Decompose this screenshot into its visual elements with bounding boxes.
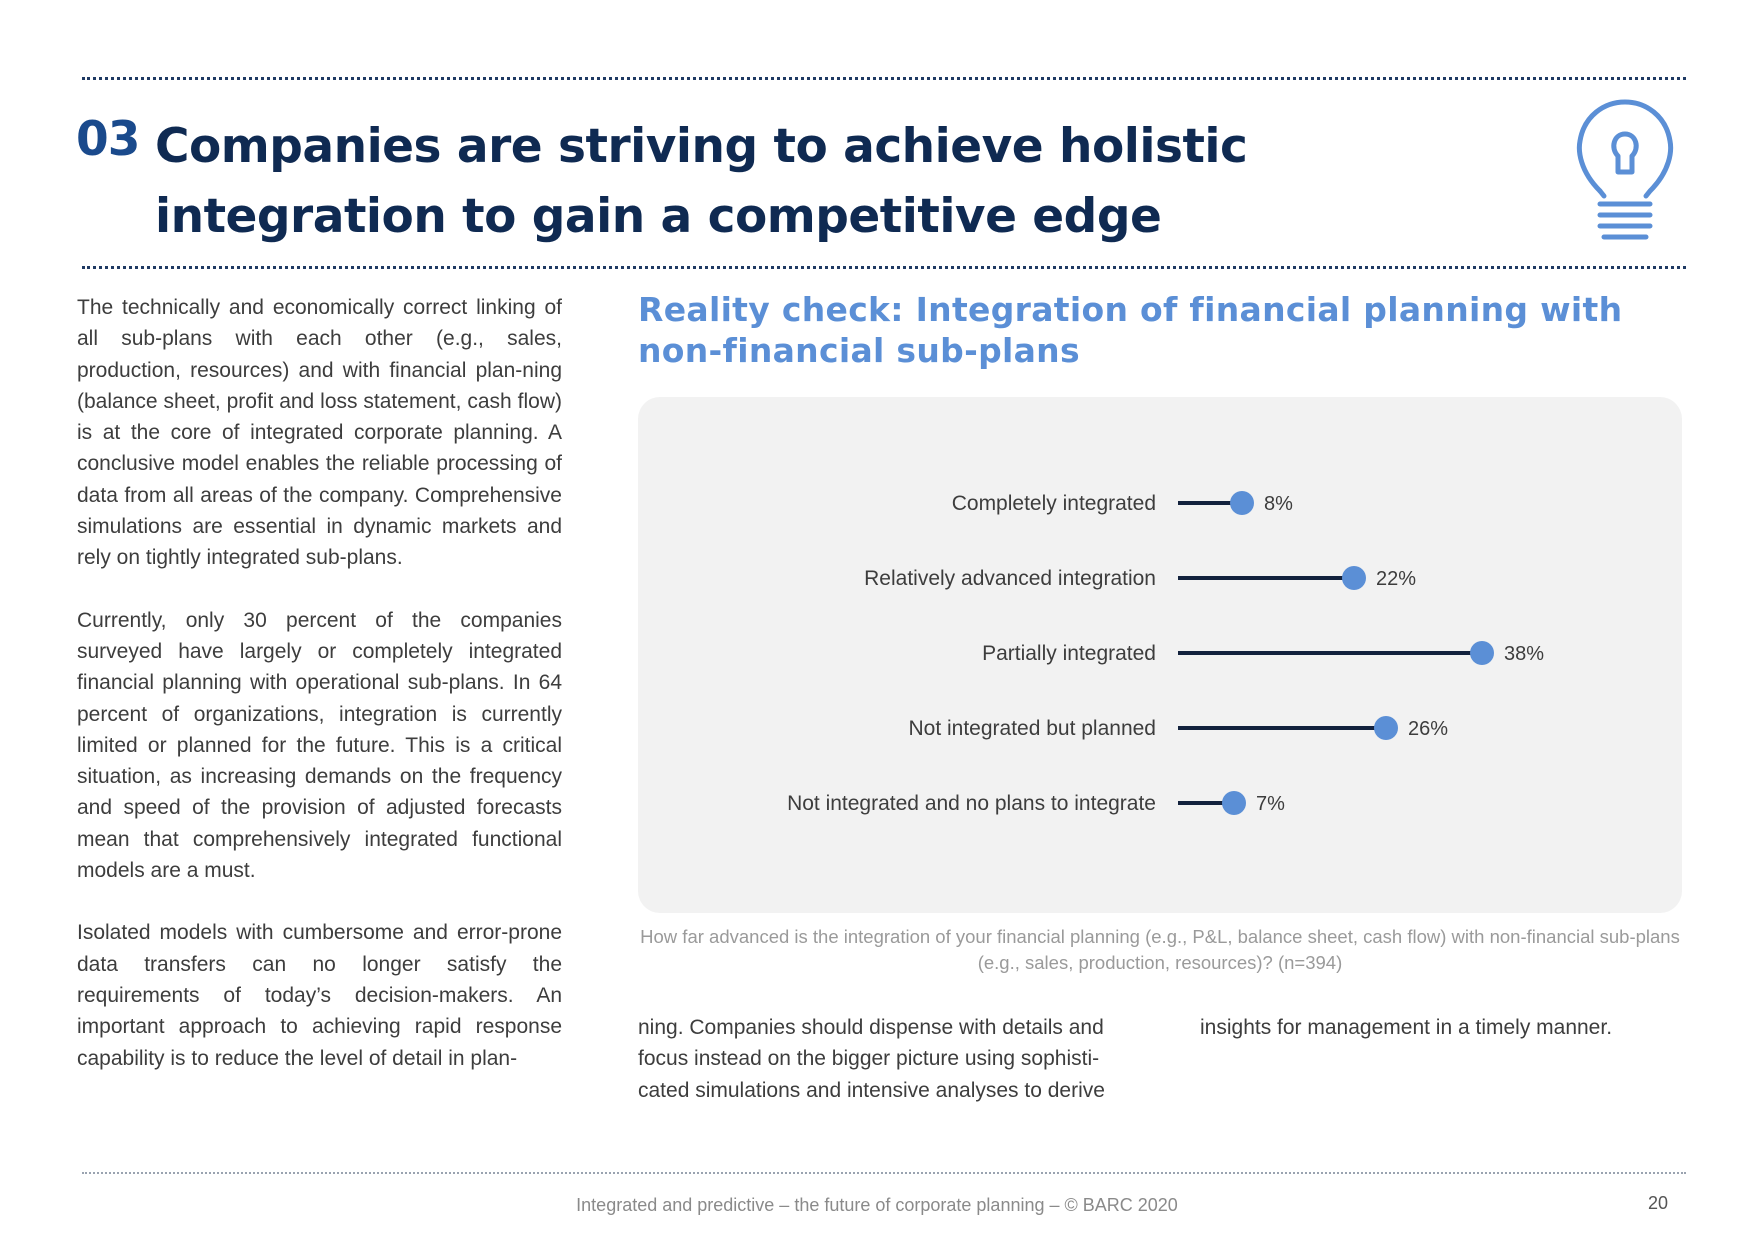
page-title-line-2: integration to gain a competitive edge [155, 189, 1162, 244]
value-label: 8% [1264, 493, 1293, 515]
category-label: Completely integrated [951, 492, 1156, 515]
value-label: 7% [1256, 793, 1285, 815]
chart-title: Reality check: Integration of financial planning with non-financial sub-plans [638, 290, 1623, 370]
lollipop-dot [1222, 791, 1246, 815]
bottom-text-column-2: insights for management in a timely manner. [1200, 1016, 1613, 1039]
value-label: 22% [1376, 568, 1417, 590]
paragraph-1: The technically and economically correct linking of all sub-plans with each other (e.g., sales, production, resources) and with financial plan-ning (balance sheet, profit and loss statement, cash flow) is at the core of integrated corporate planning. A conclusive model enables the reliable processing of data from all areas of the company. Comprehensive simulations are essential in dynamic markets and rely on tightly integrated sub-plans. [77, 296, 562, 570]
chapter-number: 03 [76, 112, 140, 167]
category-label: Not integrated but planned [908, 717, 1156, 740]
lollipop-dot [1230, 491, 1254, 515]
lollipop-dot [1374, 716, 1398, 740]
lollipop-chart [638, 397, 1682, 913]
lightbulb-keyhole-icon [1570, 96, 1680, 246]
bottom-text-column-1: ning. Companies should dispense with details and focus instead on the bigger picture using sophisti-cated simulations and intensive analyses to derive [638, 1016, 1105, 1102]
paragraph-3: Isolated models with cumbersome and error-prone data transfers can no longer satisfy the requirements of today’s decision-makers. An important approach to achieving rapid response capability is to reduce the level of detail in plan- [77, 921, 562, 1070]
title-divider [82, 266, 1686, 269]
page-number: 20 [1648, 1193, 1669, 1213]
category-label: Relatively advanced integration [864, 567, 1156, 590]
page-title-line-1: Companies are striving to achieve holistic [155, 119, 1248, 174]
paragraph-2: Currently, only 30 percent of the companies surveyed have largely or completely integrated financial planning with operational sub-plans. In 64 percent of organizations, integration is currently limited or planned for the future. This is a critical situation, as increasing demands on the frequency and speed of the provision of adjusted forecasts mean that comprehensively integrated functional models are a must. [77, 608, 562, 883]
lollipop-dot [1470, 641, 1494, 665]
chart-caption: How far advanced is the integration of your financial planning (e.g., P&L, balance sheet, cash flow) with non-financial sub-plans (e.g., sales, production, resources)? (n=394) [640, 926, 1680, 973]
footer-text: Integrated and predictive – the future of corporate planning – © BARC 2020 [576, 1195, 1178, 1215]
value-label: 26% [1408, 718, 1449, 740]
left-column-text [77, 292, 562, 1105]
page-title [155, 112, 1355, 252]
footer-divider [82, 1172, 1686, 1174]
top-divider [82, 77, 1686, 80]
value-label: 38% [1504, 643, 1545, 665]
category-label: Partially integrated [982, 642, 1156, 665]
chart-panel [638, 397, 1682, 913]
lollipop-dot [1342, 566, 1366, 590]
category-label: Not integrated and no plans to integrate [787, 792, 1156, 815]
